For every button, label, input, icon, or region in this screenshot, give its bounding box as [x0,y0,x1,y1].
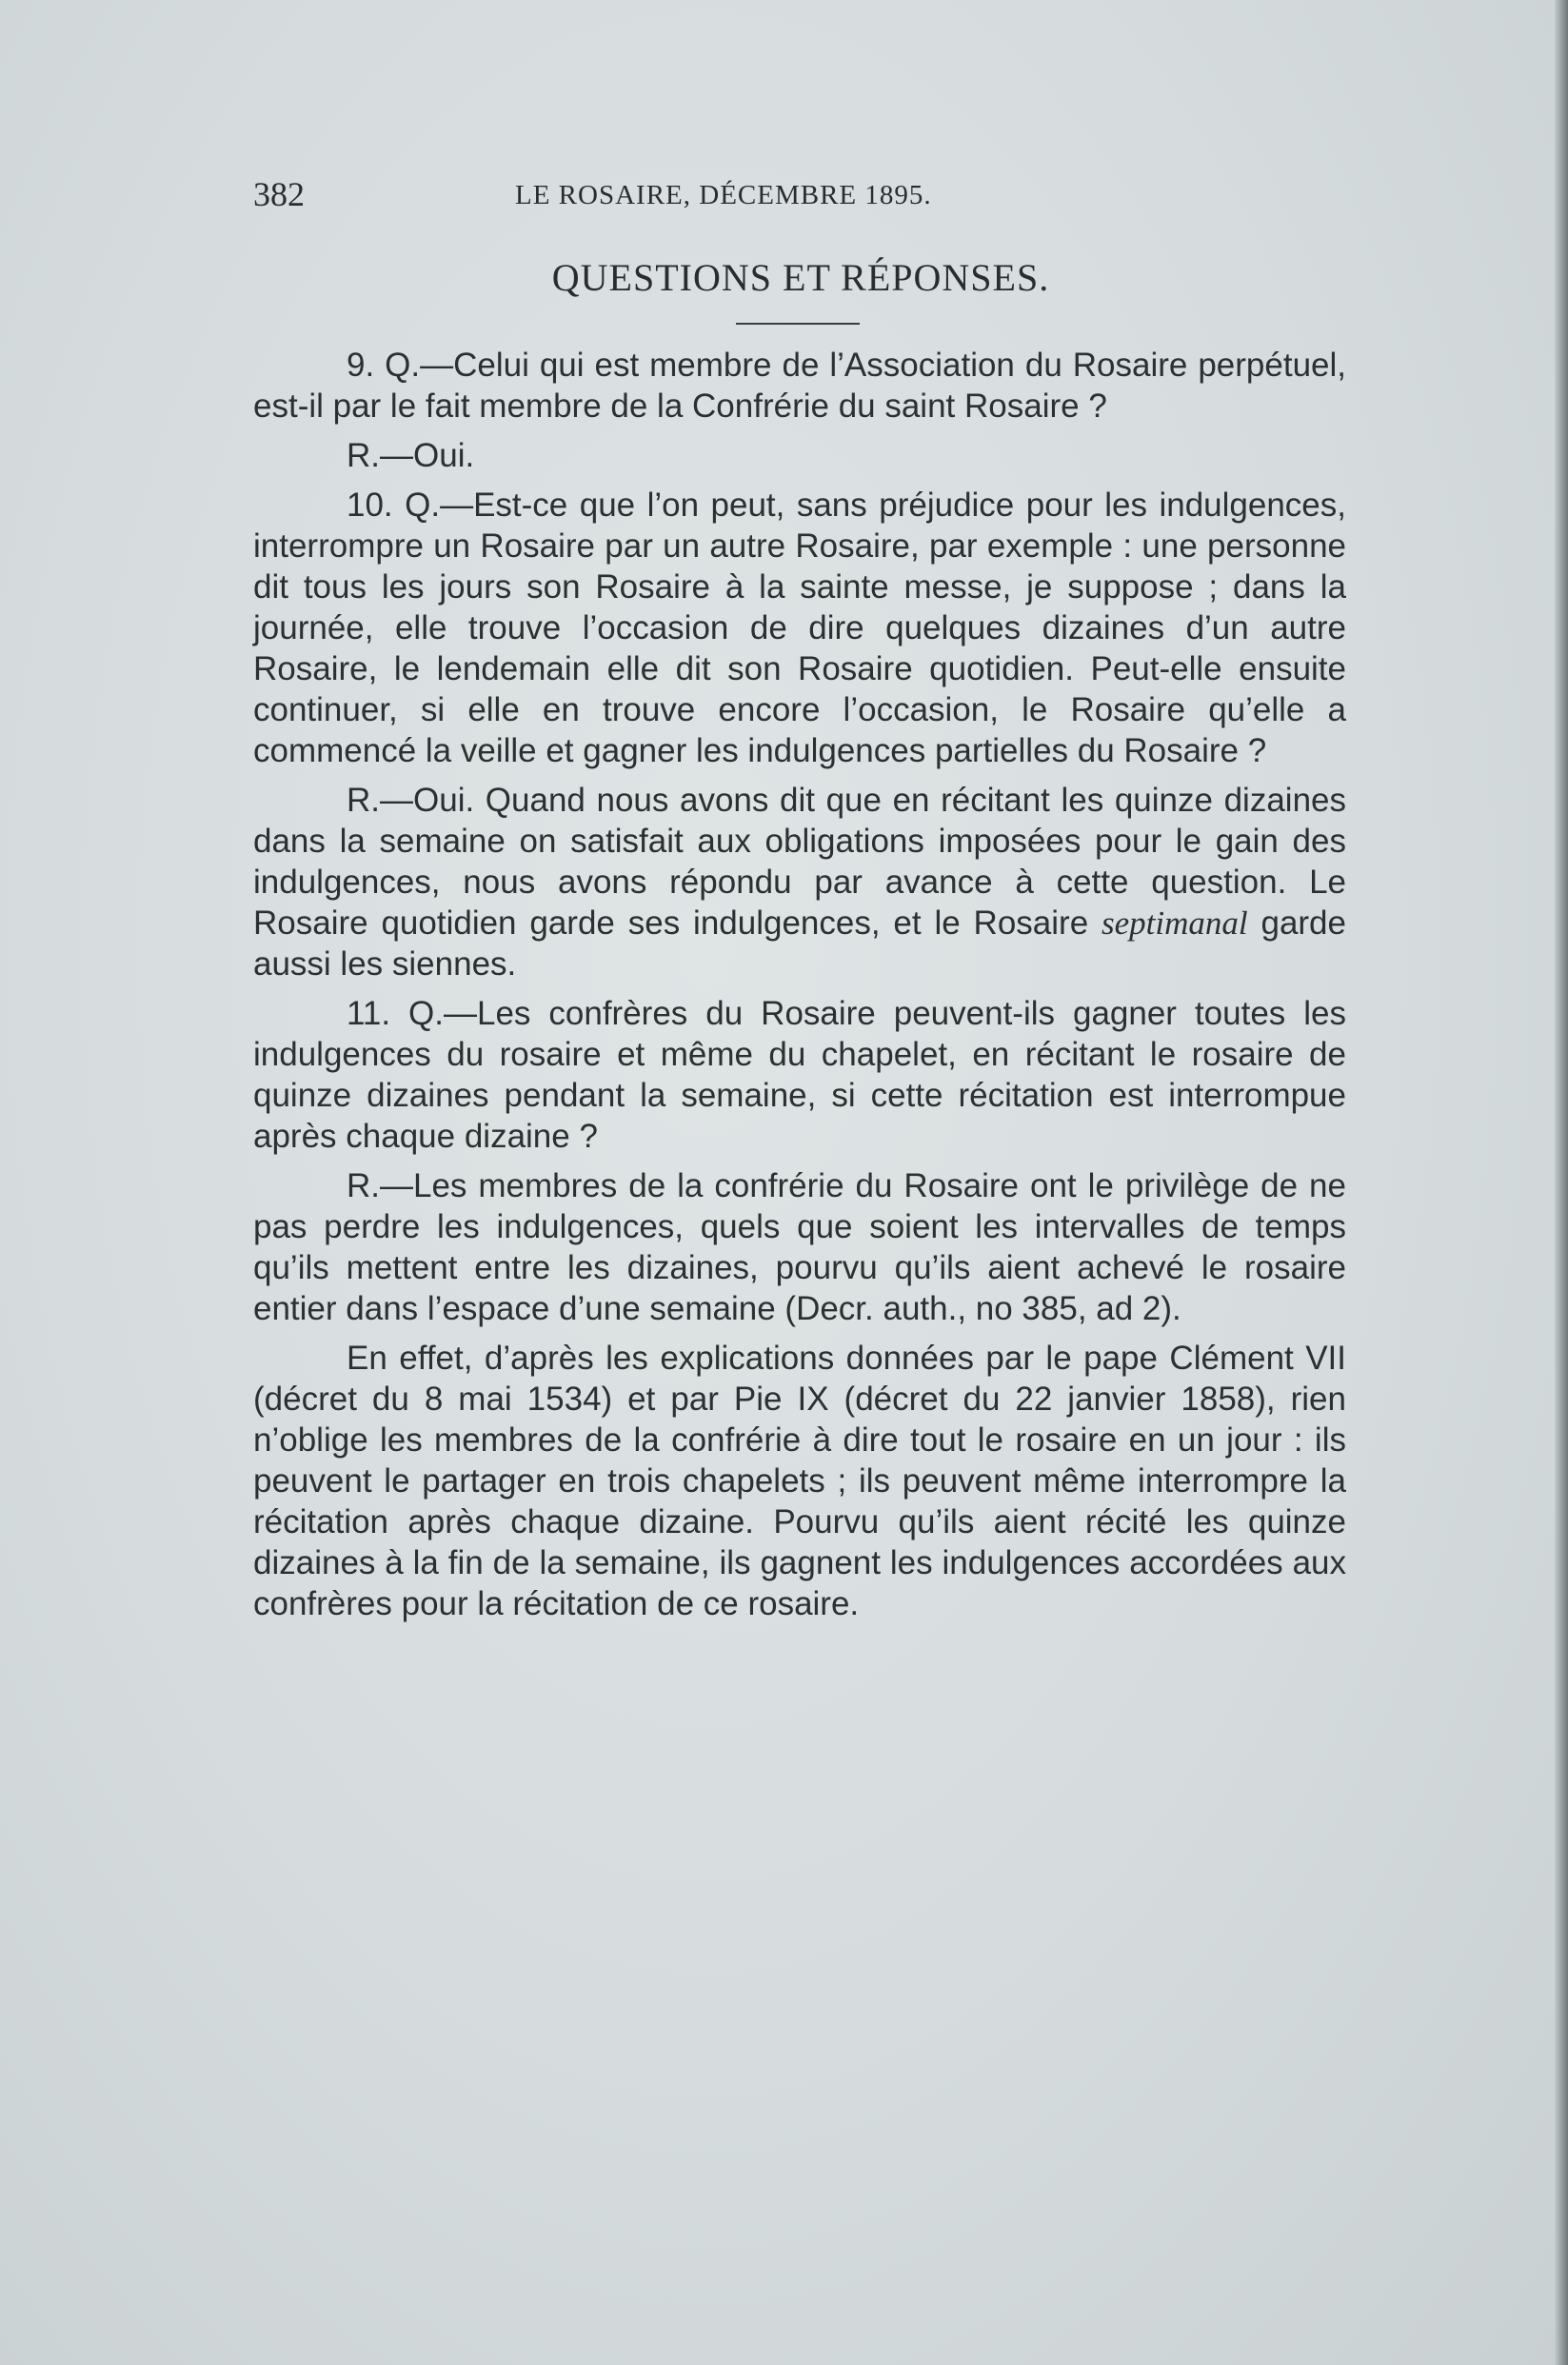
question-11: 11. Q.—Les confrères du Rosaire peuvent-ils gagner toutes les indulgences du rosaire et même du chapelet, en récitant le rosaire de quinze dizaines pendant la semaine, si cette récitation est interrompue après chaque dizaine ? [253,995,1346,1155]
answer-11-continued: En effet, d’après les explications données par le pape Clément VII (décret du 8 mai 1534) et par Pie IX (décret du 22 janvier 1858), rien n’oblige les membres de la confrérie à dire tout le rosaire en un jour : ils peuvent le partager en trois chapelets ; ils peuvent même interrompre la récitation après chaque dizaine. Pourvu qu’ils aient récité les quinze dizaines à la fin de la semaine, ils gagnent les indulgences accordées aux confrères pour la récitation de ce rosaire. [253,1340,1346,1622]
question-9: 9. Q.—Celui qui est membre de l’Association du Rosaire perpétuel, est-il par le fait membre de la Confrérie du saint Rosaire ? [253,347,1346,425]
page-header [253,174,1348,222]
page-number: 382 [253,175,305,213]
answer-10-italic: septimanal [1102,904,1248,942]
section-title: QUESTIONS ET RÉPONSES. [551,256,1050,299]
answer-10-text: R.—Oui. Quand nous avons dit que en récitant les quinze dizaines dans la semaine on satisfait aux obligations imposées pour le gain des indulgences, nous avons répondu par avance à cette question. Le Rosaire quotidien garde ses indulgences, et le Rosaire [253,782,1346,942]
page-edge [1555,0,1568,2365]
running-head: LE ROSAIRE, DÉCEMBRE 1895. [515,180,932,210]
answer-10 [253,780,1346,984]
answer-9: R.—Oui. [347,437,475,474]
question-10: 10. Q.—Est-ce que l’on peut, sans préjudice pour les indulgences, interrompre un Rosaire par un autre Rosaire, par exemple : une personne dit tous les jours son Rosaire à la sainte messe, je suppose ; dans la journée, elle trouve l’occasion de dire quelques dizaines d’un autre Rosaire, le lendemain elle dit son Rosaire quotidien. Peut-elle ensuite continuer, si elle en trouve encore l’occasion, le Rosaire qu’elle a commencé la veille et gagner les indulgences partielles du Rosaire ? [253,487,1346,769]
title-rule [736,323,860,325]
answer-10-text-end: garde aussi les siennes. [253,904,1346,983]
body-text [253,345,1346,1633]
answer-11: R.—Les membres de la confrérie du Rosaire ont le privilège de ne pas perdre les indulgences, quels que soient les intervalles de temps qu’ils mettent entre les dizaines, pourvu qu’ils aient achevé le rosaire entier dans l’espace d’une semaine (Decr. auth., no 385, ad 2). [253,1167,1346,1327]
